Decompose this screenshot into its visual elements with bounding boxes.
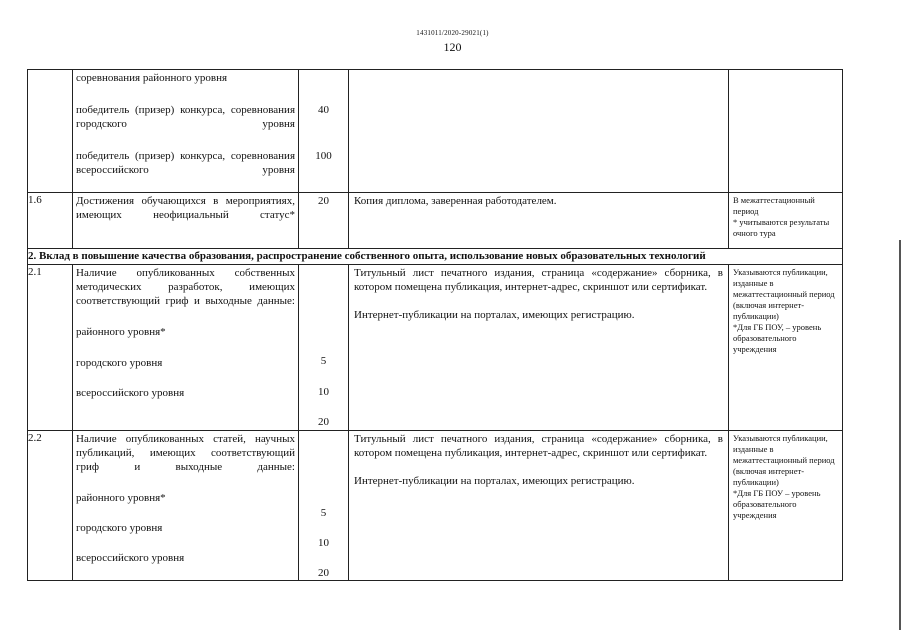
document-text: Интернет-публикации на порталах, имеющих регистрацию. xyxy=(354,309,635,321)
row-number: 2.2 xyxy=(28,431,73,581)
points-cell xyxy=(299,431,349,581)
criteria-table xyxy=(27,69,843,581)
note-text: (включая интернет-публикации) xyxy=(733,466,805,487)
criterion-text: Наличие опубликованных собственных методических разработок, имеющих соответствующий гриф и выходные данные: xyxy=(76,267,295,307)
level-label: городского уровня xyxy=(76,522,163,534)
document-text: Титульный лист печатного издания, страница «содержание» сборника, в котором помещена публикация, интернет-адрес, скриншот или сертификат. xyxy=(354,267,723,293)
note-cell xyxy=(729,70,843,193)
points-value: 100 xyxy=(315,150,332,162)
criterion-text: Достижения обучающихся в мероприятиях, имеющих неофициальный статус* xyxy=(76,195,295,221)
note-cell xyxy=(729,265,843,431)
level-label: всероссийского уровня xyxy=(76,552,185,564)
level-label: всероссийского уровня xyxy=(76,387,185,399)
row-number: 2.1 xyxy=(28,265,73,431)
table-row xyxy=(28,193,843,249)
criterion-text: Наличие опубликованных статей, научных публикаций, имеющих соответствующий гриф и выходные данные: xyxy=(76,433,295,473)
note-text: *Для ГБ ПОУ, – уровень образовательного учреждения xyxy=(733,322,822,354)
points-value: 10 xyxy=(318,386,329,398)
points-value: 40 xyxy=(318,104,329,116)
document-text: Копия диплома, заверенная работодателем. xyxy=(354,195,557,207)
level-label: городского уровня xyxy=(76,357,163,369)
document-cell xyxy=(349,193,729,249)
table-row xyxy=(28,265,843,431)
criterion-cell xyxy=(73,70,299,193)
note-cell xyxy=(729,431,843,581)
criterion-cell xyxy=(73,193,299,249)
criterion-cell xyxy=(73,431,299,581)
document-text: Титульный лист печатного издания, страница «содержание» сборника, в котором помещена публикация, интернет-адрес, скриншот или сертификат. xyxy=(354,433,723,459)
note-text: Указываются публикации, изданные в межаттестационный период xyxy=(733,267,835,299)
points-value: 10 xyxy=(318,537,329,549)
points-value: 5 xyxy=(320,355,327,367)
note-text: (включая интернет-публикации) xyxy=(733,300,805,321)
criterion-line: победитель (призер) конкурса, соревнования городского уровня xyxy=(76,104,295,130)
document-cell xyxy=(349,70,729,193)
document-cell xyxy=(349,431,729,581)
points-value: 20 xyxy=(318,416,329,428)
points-cell xyxy=(299,193,349,249)
row-number: 1.6 xyxy=(28,193,73,249)
table-row xyxy=(28,431,843,581)
document-cell xyxy=(349,265,729,431)
points-value: 20 xyxy=(318,195,329,207)
document-id: 1431011/2020-29021(1) xyxy=(416,29,489,37)
criterion-cell xyxy=(73,265,299,431)
points-value: 5 xyxy=(320,507,327,519)
criterion-line: соревнования районного уровня xyxy=(76,72,228,84)
note-text: *Для ГБ ПОУ – уровень образовательного учреждения xyxy=(733,488,821,520)
section-title: 2. Вклад в повышение качества образования, распространение собственного опыта, использование новых образовательных технологий xyxy=(28,249,843,265)
note-cell xyxy=(729,193,843,249)
note-text: В межаттестационный период xyxy=(733,195,815,216)
table-row xyxy=(28,70,843,193)
document-text: Интернет-публикации на порталах, имеющих регистрацию. xyxy=(354,475,635,487)
points-value: 20 xyxy=(318,567,329,579)
note-text: Указываются публикации, изданные в межаттестационный период xyxy=(733,433,835,465)
level-label: районного уровня* xyxy=(76,492,166,504)
criterion-line: победитель (призер) конкурса, соревнования всероссийского уровня xyxy=(76,150,295,176)
note-text: * учитываются результаты очного тура xyxy=(733,217,830,238)
page-number: 120 xyxy=(443,40,462,54)
section-row xyxy=(28,249,843,265)
points-cell xyxy=(299,265,349,431)
points-cell xyxy=(299,70,349,193)
number-cell xyxy=(28,70,73,193)
scan-edge-line xyxy=(899,240,901,630)
level-label: районного уровня* xyxy=(76,326,166,338)
